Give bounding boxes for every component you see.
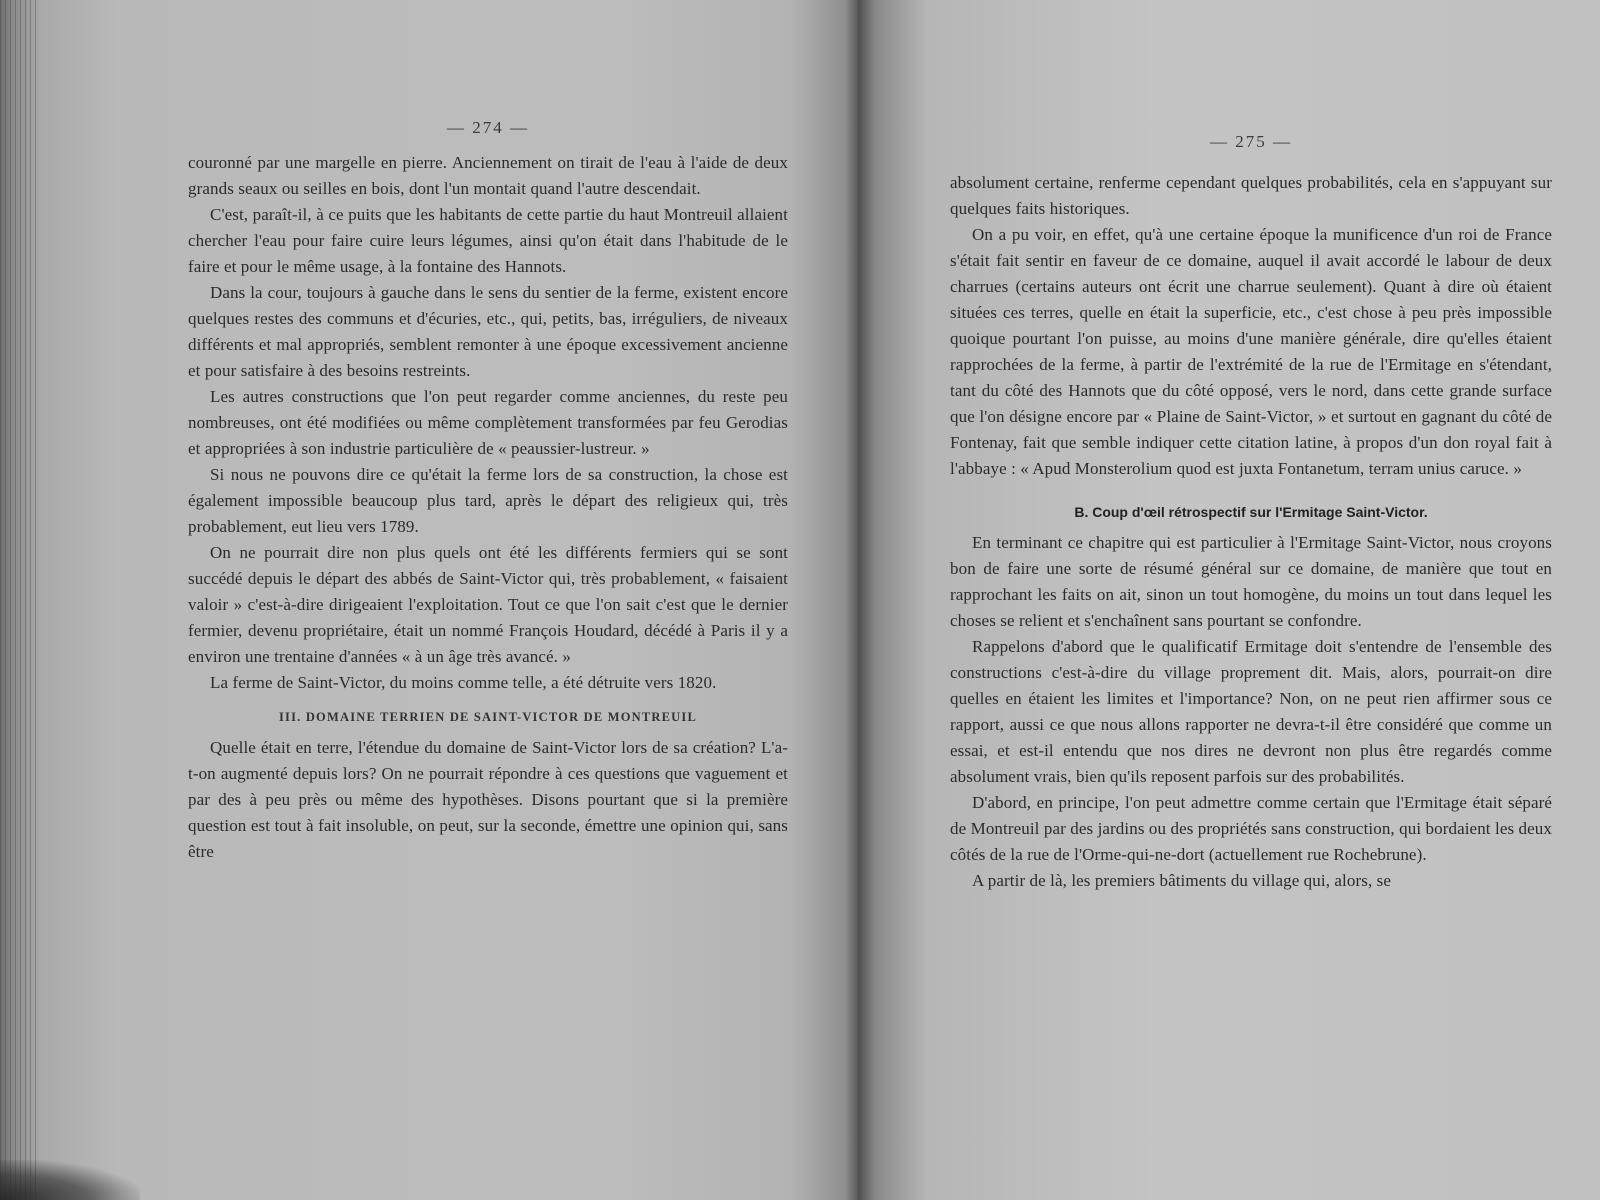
paragraph: On a pu voir, en effet, qu'à une certaine époque la munificence d'un roi de France s'était fait sentir en faveur de ce domaine, auquel il avait accordé le labour de deux charrues (certains auteurs ont écrit une charrue seulement). Quant à dire où étaient situées ces terres, quelle en était la superficie, etc., c'est chose à peu près impossible quoique pourtant l'on puisse, au moins d'une manière générale, dire qu'elles étaient rapprochées de la ferme, à partir de l'extrémité de la rue de l'Ermitage en s'étendant, tant du côté des Hannots que du côté opposé, vers le nord, dans cette grande surface que l'on désigne encore par « Plaine de Saint-Victor, » et surtout en gagnant du côté de Fontenay, fait que semble indiquer cette citation latine, à propos d'un don royal fait à l'abbaye : « Apud Monsterolium quod est juxta Fontanetum, terram unius caruce. »: [950, 225, 1552, 478]
paragraph: Quelle était en terre, l'étendue du domaine de Saint-Victor lors de sa création? L'a-t-on augmenté depuis lors? On ne pourrait répondre à ces questions que vaguement et par des à peu près ou même des hypothèses. Disons pourtant que si la première question est tout à fait insoluble, on peut, sur la seconde, émettre une opinion qui, sans être: [188, 738, 788, 861]
paragraph: A partir de là, les premiers bâtiments du village qui, alors, se: [972, 871, 1392, 890]
paragraph: couronné par une margelle en pierre. Anciennement on tirait de l'eau à l'aide de deux grands seaux ou seilles en bois, dont l'un montait quand l'autre descendait.: [188, 153, 788, 198]
page-number: — 274 —: [447, 118, 529, 137]
thumb-shadow: [0, 1160, 140, 1200]
paragraph: En terminant ce chapitre qui est particulier à l'Ermitage Saint-Victor, nous croyons bon de faire une sorte de résumé général sur ce domaine, de manière que tout en rapprochant les faits on ait, sinon un tout homogène, du moins un tout dans lequel les choses se relient et s'enchaînent sans pourtant se confondre.: [950, 533, 1552, 630]
paragraph: Rappelons d'abord que le qualificatif Ermitage doit s'entendre de l'ensemble des constructions c'est-à-dire du village proprement dit. Mais, alors, pourrait-on dire quelles en étaient les limites et l'importance? Non, on ne peut rien affirmer sous ce rapport, aussi ce que nous allons rapporter ne devra-t-il être considéré que comme un essai, et est-il entendu que nos dires ne devront non plus être regardés comme absolument vrais, bien qu'ils reposent parfois sur des probabilités.: [950, 637, 1552, 786]
paragraph: D'abord, en principe, l'on peut admettre comme certain que l'Ermitage était séparé de Montreuil par des jardins ou des propriétés sans construction, qui bordaient les deux côtés de la rue de l'Orme-qui-ne-dort (actuellement rue Rochebrune).: [950, 793, 1552, 864]
paragraph: On ne pourrait dire non plus quels ont été les différents fermiers qui se sont succédé depuis le départ des abbés de Saint-Victor qui, très probablement, « faisaient valoir » c'est-à-dire dirigeaient l'exploitation. Tout ce que l'on sait c'est que le dernier fermier, devenu propriétaire, était un nommé François Houdard, décédé à Paris il y a environ une trentaine d'années « à un âge très avancé. »: [188, 543, 788, 666]
paragraph: C'est, paraît-il, à ce puits que les habitants de cette partie du haut Montreuil allaient chercher l'eau pour faire cuire leurs légumes, ainsi qu'on était dans l'habitude de le faire et pour le même usage, à la fontaine des Hannots.: [188, 205, 788, 276]
section-heading: III. DOMAINE TERRIEN DE SAINT-VICTOR DE MONTREUIL: [278, 710, 698, 724]
right-page: [858, 0, 1600, 1200]
paragraph: Dans la cour, toujours à gauche dans le sens du sentier de la ferme, existent encore quelques restes des communs et d'écuries, etc., qui, petits, bas, irréguliers, de niveaux différents et mal appropriés, semblent remonter à une époque excessivement ancienne et pour satisfaire à des besoins restreints.: [188, 283, 788, 380]
page-number: — 275 —: [1210, 132, 1292, 151]
page-edges: [0, 0, 40, 1200]
paragraph: Si nous ne pouvons dire ce qu'était la ferme lors de sa construction, la chose est également impossible beaucoup plus tard, après le départ des religieux qui, très probablement, eut lieu vers 1789.: [188, 465, 788, 536]
right-body: [950, 170, 1552, 894]
paragraph: absolument certaine, renferme cependant quelques probabilités, cela en s'appuyant sur quelques faits historiques.: [950, 173, 1552, 218]
subsection-heading: B. Coup d'œil rétrospectif sur l'Ermitage Saint-Victor.: [1074, 504, 1428, 520]
paragraph: Les autres constructions que l'on peut regarder comme anciennes, du reste peu nombreuses, ont été modifiées ou même complètement transformées par feu Gerodias et appropriées à son industrie particulière de « peaussier-lustreur. »: [188, 387, 788, 458]
left-body: [188, 150, 788, 865]
paragraph: La ferme de Saint-Victor, du moins comme telle, a été détruite vers 1820.: [210, 673, 717, 692]
